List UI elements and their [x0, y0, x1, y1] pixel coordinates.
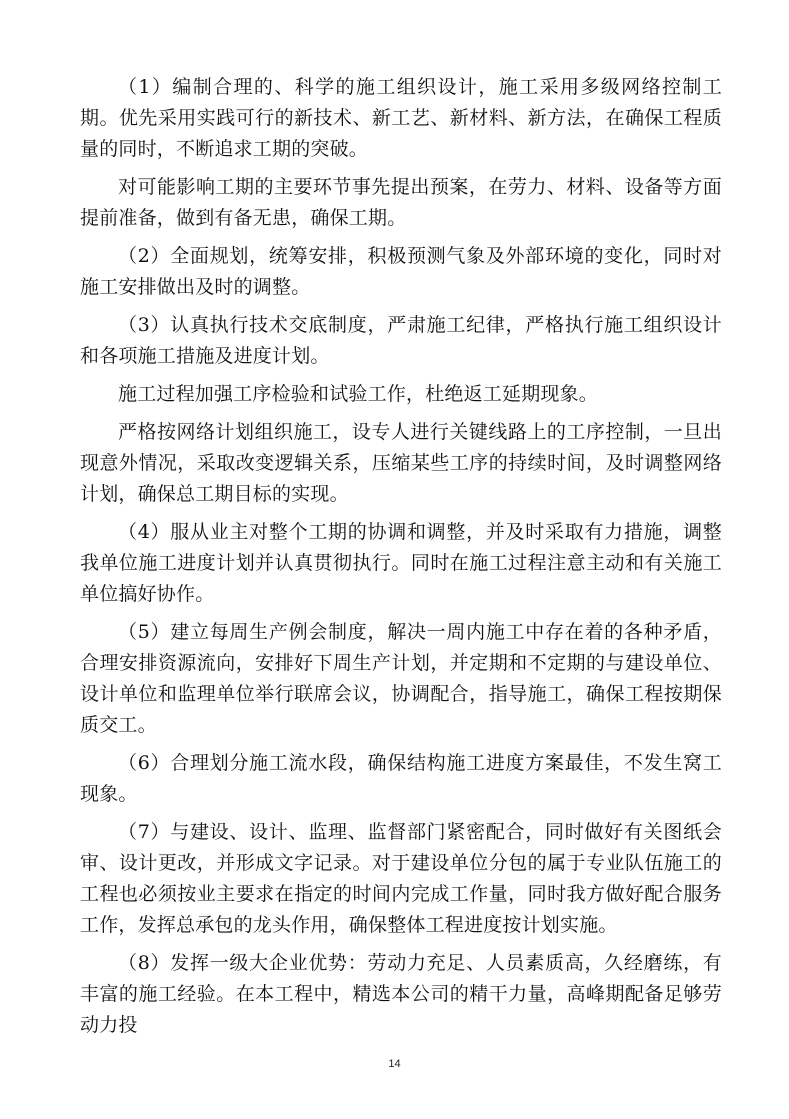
body-text: [80, 72, 722, 1048]
paragraph: 严格按网络计划组织施工，设专人进行关键线路上的工序控制，一旦出现意外情况，采取改变逻辑关系，压缩某些工序的持续时间，及时调整网络计划，确保总工期目标的实现。: [80, 421, 722, 505]
paragraph: （7）与建设、设计、监理、监督部门紧密配合，同时做好有关图纸会审、设计更改，并形成文字记录。对于建设单位分包的属于专业队伍施工的工程也必须按业主要求在指定的时间内完成工作量，同时我方做好配合服务工作，发挥总承包的龙头作用，确保整体工程进度按计划实施。: [80, 821, 722, 936]
page-number: 14: [388, 1058, 401, 1070]
paragraph: 施工过程加强工序检验和试验工作，杜绝返工延期现象。: [118, 383, 599, 405]
paragraph: （4）服从业主对整个工期的协调和调整，并及时采取有力措施，调整我单位施工进度计划并认真贯彻执行。同时在施工过程注意主动和有关施工单位搞好协作。: [80, 521, 722, 605]
paragraph: （5）建立每周生产例会制度，解决一周内施工中存在着的各种矛盾，合理安排资源流向，安排好下周生产计划，并定期和不定期的与建设单位、设计单位和监理单位举行联席会议，协调配合，指导施工，确保工程按期保质交工。: [80, 621, 722, 736]
paragraph: 对可能影响工期的主要环节事先提出预案，在劳力、材料、设备等方面提前准备，做到有备无患，确保工期。: [80, 176, 722, 229]
paragraph: （2）全面规划，统筹安排，积极预测气象及外部环境的变化，同时对施工安排做出及时的调整。: [80, 245, 722, 298]
paragraph: （3）认真执行技术交底制度，严肃施工纪律，严格执行施工组织设计和各项施工措施及进度计划。: [80, 314, 722, 367]
paragraph: （8）发挥一级大企业优势：劳动力充足、人员素质高，久经磨练，有丰富的施工经验。在本工程中，精选本公司的精干力量，高峰期配备足够劳动力投: [80, 952, 722, 1036]
paragraph: （6）合理划分施工流水段，确保结构施工进度方案最佳，不发生窝工现象。: [80, 752, 722, 805]
paragraph: （1）编制合理的、科学的施工组织设计，施工采用多级网络控制工期。优先采用实践可行的新技术、新工艺、新材料、新方法，在确保工程质量的同时，不断追求工期的突破。: [80, 76, 722, 160]
